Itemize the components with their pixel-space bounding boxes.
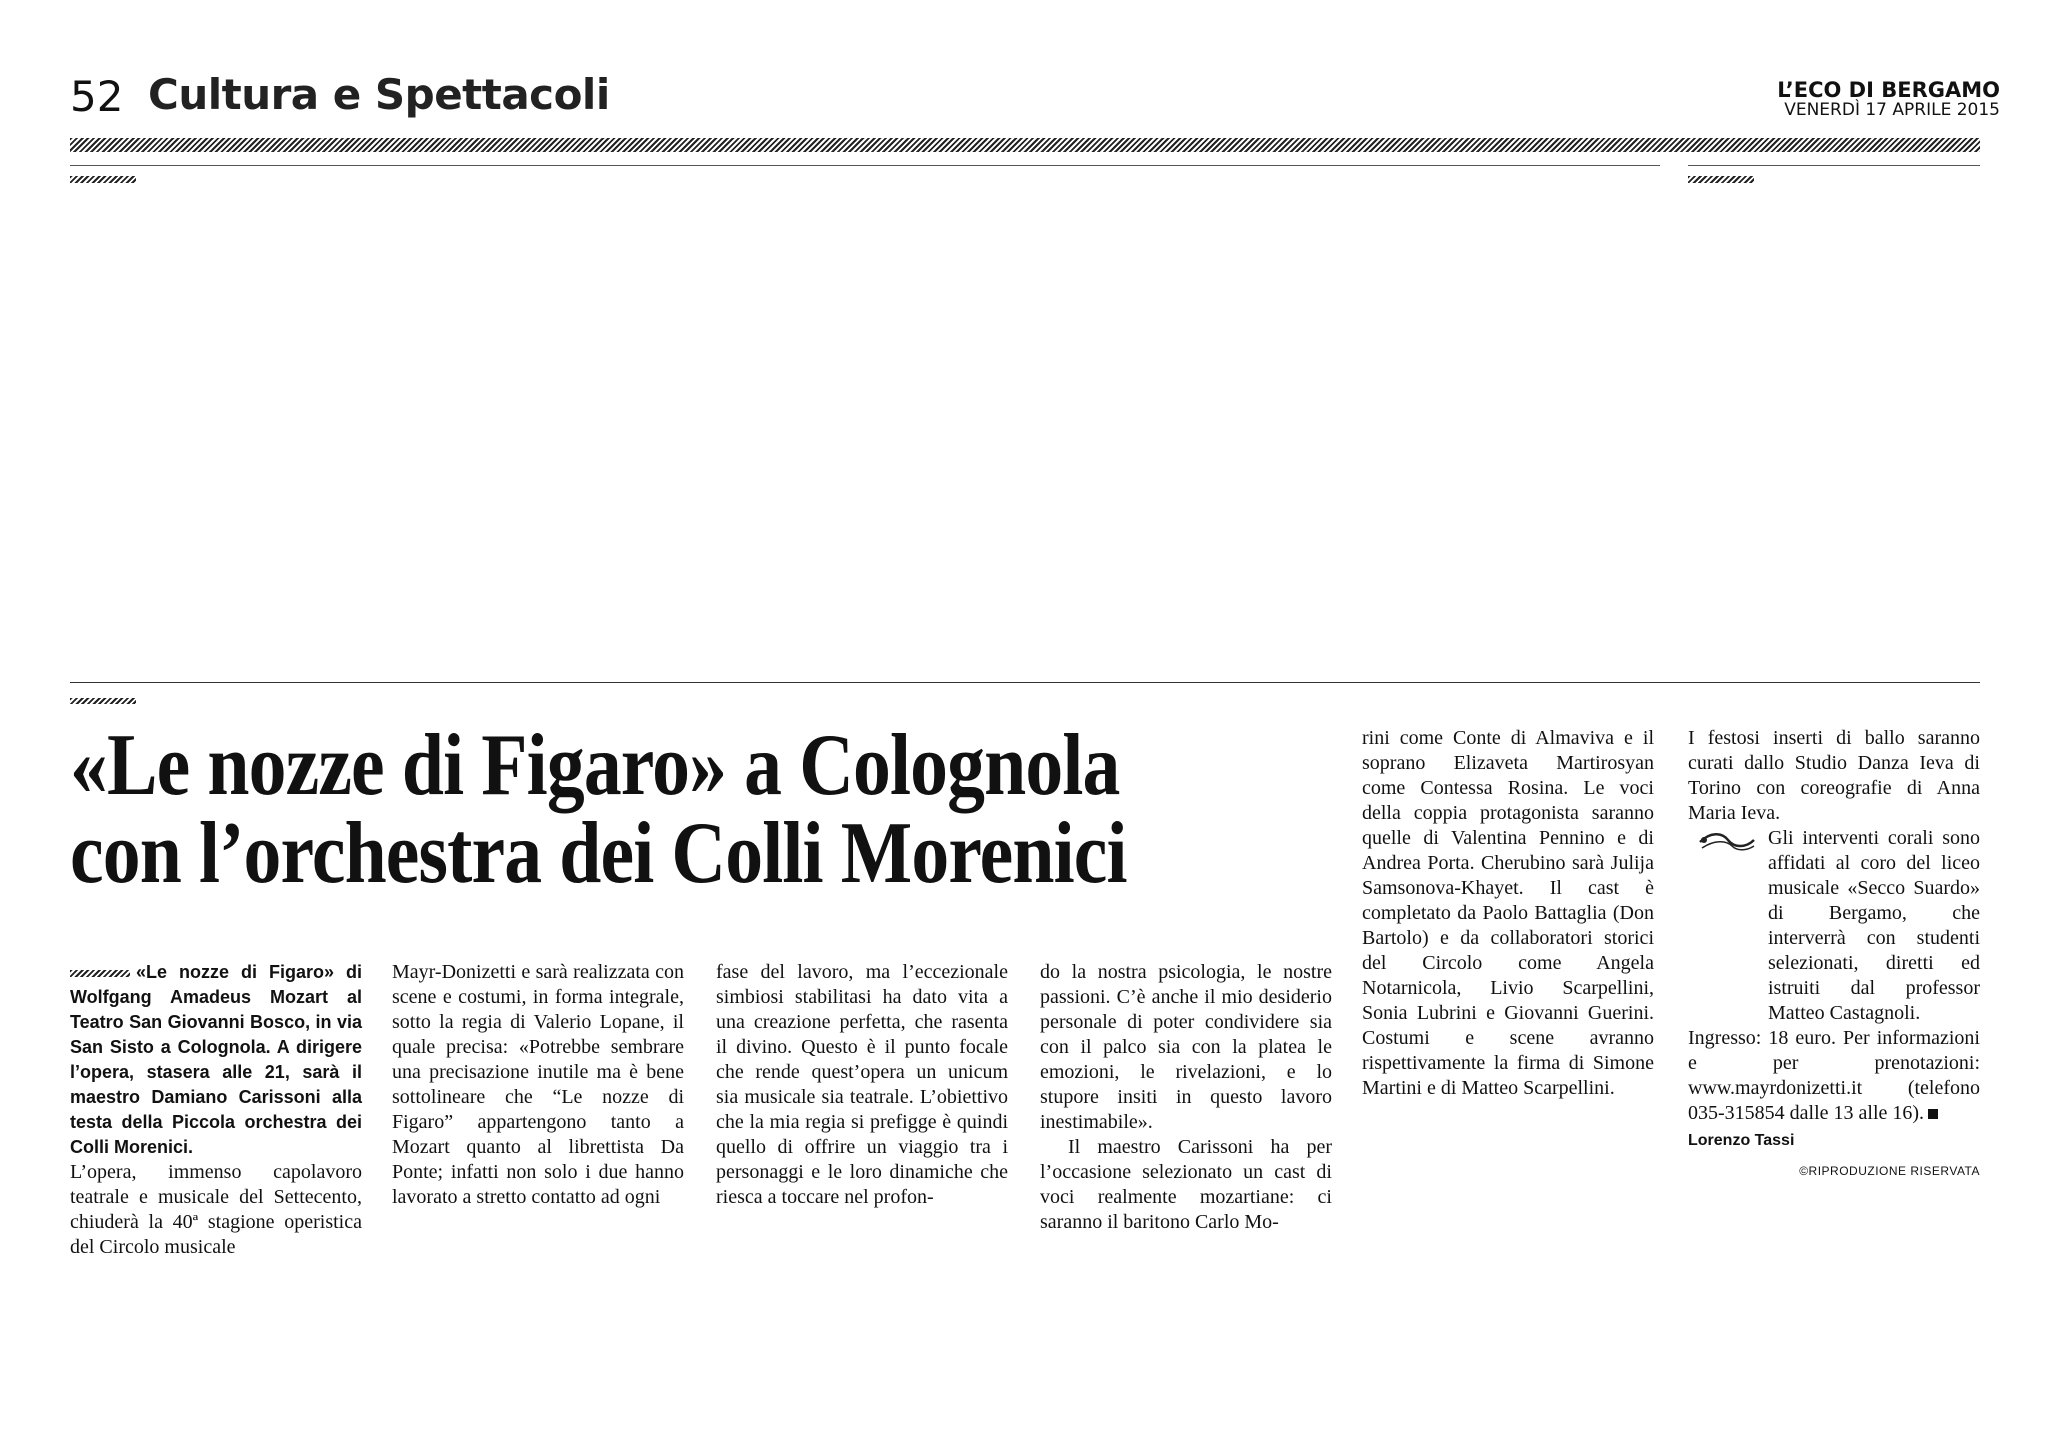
article-column-6	[1688, 726, 1980, 1184]
body-paragraph: rini come Conte di Almaviva e il soprano Elizaveta Martirosyan come Contessa Rosina. Le voci della coppia protagonista saranno quelle di Valentina Pennino e di Andrea Porta. Cherubino sarà Julija Samsonova-Khayet. Il cast è completato da Paolo Battaglia (Don Bartolo) e da collaboratori storici del Circolo come Angela Notarnicola, Livio Scarpellini, Sonia Lubrini e Giovanni Guerini. Costumi e scene avranno rispettivamente la firma di Simone Martini e di Matteo Scarpellini.	[1362, 727, 1654, 1099]
article-column-5	[1362, 726, 1654, 1101]
copyright-notice: ©RIPRODUZIONE RISERVATA	[1799, 1164, 1980, 1178]
body-paragraph: fase del lavoro, ma l’eccezionale simbiosi stabilitasi ha dato vita a una creazione perfetta, che rasenta il divino. Questo è il punto focale che rende quest’opera un unicum sia musicale sia teatrale. L’obiettivo che la mia regia si prefigge è quindi quello di offrire un viaggio tra i personaggi e le loro dinamiche che riesca a toccare nel profon-	[716, 961, 1008, 1208]
page-number: 52	[70, 72, 124, 121]
author-signature: Lorenzo Tassi	[1688, 1132, 1795, 1149]
article-column-4	[1040, 960, 1332, 1235]
column-marker-right	[1688, 176, 1754, 183]
body-paragraph: Mayr-Donizetti e sarà realizzata con scene e costumi, in forma integrale, sotto la regia di Valerio Lopane, il quale precisa: «Potrebbe sembrare una precisazione inutile ma è bene sottolineare che “Le nozze di Figaro” appartengono tanto a Mozart quanto al librettista Da Ponte; infatti non solo i due hanno lavorato a stretto contatto ad ogni	[392, 961, 684, 1208]
publication-date: VENERDÌ 17 APRILE 2015	[1784, 100, 2000, 120]
newspaper-name: L’ECO DI BERGAMO	[1777, 78, 2000, 102]
article-marker	[70, 698, 136, 704]
body-paragraph: L’opera, immenso capolavoro teatrale e musicale del Settecento, chiuderà la 40ª stagione operistica del Circolo musicale	[70, 1161, 362, 1258]
body-paragraph	[1688, 1026, 1980, 1126]
body-paragraph: Gli interventi corali sono affidati al coro del liceo musicale «Secco Suardo» di Bergamo, che interverrà con studenti selezionati, diretti ed istruiti dal professor Matteo Castagnoli.	[1768, 827, 1980, 1024]
body-paragraph: I festosi inserti di ballo saranno curati dallo Studio Danza Ieva di Torino con coreografie di Anna Maria Ieva.	[1688, 727, 1980, 824]
headline-line-1: «Le nozze di Figaro» a Colognola	[70, 717, 1120, 814]
lead-text: «Le nozze di Figaro» di Wolfgang Amadeus Mozart al Teatro San Giovanni Bosco, in via San Sisto a Colognola. A dirigere l’opera, stasera alle 21, sarà il maestro Damiano Carissoni alla testa della Piccola orchestra dei Colli Morenici.	[70, 962, 362, 1157]
article-column-1	[70, 960, 362, 1260]
article-top-rule	[70, 682, 1980, 683]
rule-right	[1688, 165, 1980, 166]
scroll-ornament-icon	[1696, 828, 1758, 856]
header-divider	[70, 138, 1980, 152]
black-square-icon	[1928, 1109, 1938, 1119]
rule-left	[70, 165, 1660, 166]
body-paragraph: Il maestro Carissoni ha per l’occasione selezionato un cast di voci realmente mozartiane: ci saranno il baritono Carlo Mo-	[1040, 1136, 1332, 1233]
headline-line-2: con l’orchestra dei Colli Morenici	[70, 805, 1127, 902]
section-title: Cultura e Spettacoli	[148, 70, 610, 119]
headline	[70, 717, 1171, 902]
lead-marker-icon	[70, 970, 130, 977]
body-paragraph: do la nostra psicologia, le nostre passioni. C’è anche il mio desiderio personale di poter condividere sia con il palco sia con la platea le emozioni, le rivelazioni, e lo stupore insiti in questo lavoro inestimabile».	[1040, 961, 1332, 1133]
column-marker-left	[70, 176, 136, 183]
article-column-2	[392, 960, 684, 1210]
info-text: Ingresso: 18 euro. Per informazioni e per prenotazioni: www.mayrdonizetti.it (telefono 035-315854 dalle 13 alle 16).	[1688, 1027, 1980, 1124]
lead-paragraph	[70, 960, 362, 1160]
article-column-3	[716, 960, 1008, 1210]
